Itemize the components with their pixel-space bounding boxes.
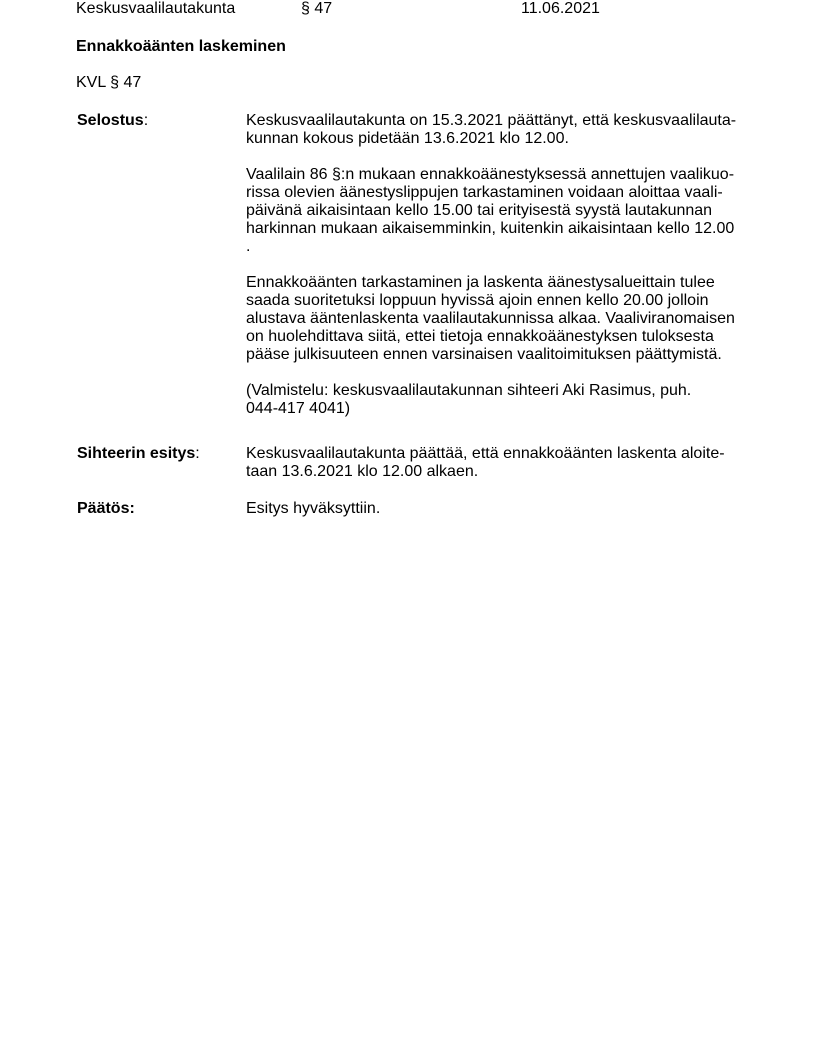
esitys-label: Sihteerin esitys: [77,445,200,462]
esitys-body [246,445,742,481]
esitys-paragraph: Keskusvaalilautakunta päättää, että ennakkoäänten laskenta aloite- taan 13.6.2021 klo 12.00 alkaen. [246,445,725,480]
selostus-paragraph-3: Ennakkoäänten tarkastaminen ja laskenta äänestysalueittain tulee saada suoritetuksi loppuun hyvissä ajoin ennen kello 20.00 jolloin alustava ääntenlaskenta vaalilautakunnissa alkaa. Vaaliviranomaisen on huolehdittava siitä, ettei tietoja ennakkoäänestyksen tuloksesta pääse julkisuuteen ennen varsinaisen vaalitoimituksen päättymistä. [246,274,735,363]
selostus-body [246,112,742,418]
paatos-label: Päätös: [77,500,135,517]
selostus-paragraph-1: Keskusvaalilautakunta on 15.3.2021 päättänyt, että keskusvaalilauta- kunnan kokous pidetään 13.6.2021 klo 12.00. [246,112,737,147]
document-title: Ennakkoäänten laskeminen [76,38,286,55]
paatos-text: Esitys hyväksyttiin. [246,500,381,517]
selostus-label: Selostus: [77,112,149,129]
header-paragraph-number: § 47 [301,0,333,17]
header-organization: Keskusvaalilautakunta [76,0,236,17]
selostus-paragraph-2: Vaalilain 86 §:n mukaan ennakkoäänestyksessä annettujen vaalikuo- rissa olevien äänestyslippujen tarkastaminen voidaan aloittaa vaali- päivänä aikaisintaan kello 15.00 tai erityisestä syystä lautakunnan harkinnan mukaan aikaisemminkin, kuitenkin aikaisintaan kello 12.00 . [246,166,735,255]
document-header [0,0,816,20]
paatos-body [246,500,742,518]
section-reference: KVL § 47 [76,74,142,91]
header-date: 11.06.2021 [521,0,600,17]
selostus-paragraph-4: (Valmistelu: keskusvaalilautakunnan sihteeri Aki Rasimus, puh. 044-417 4041) [246,382,692,417]
